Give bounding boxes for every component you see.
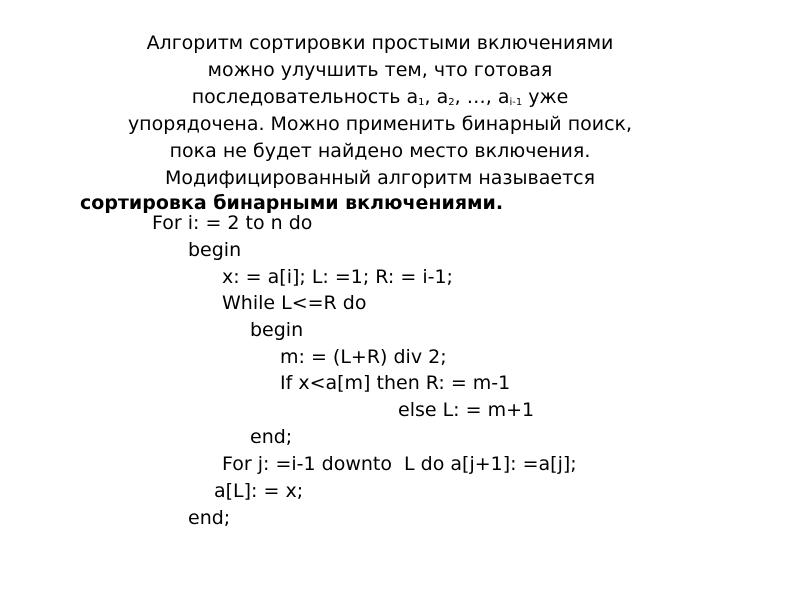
- intro-line-5: пока не будет найдено место включения.: [169, 140, 591, 162]
- code-line-begin-outer: begin: [188, 239, 242, 261]
- code-line-insert: a[L]: = x;: [214, 480, 304, 502]
- subscript-2: 2: [448, 97, 455, 108]
- intro-line-3-sep-1: , a: [424, 86, 449, 108]
- intro-line-3-suffix: уже: [522, 86, 569, 108]
- code-line-for-j: For j: =i-1 downto L do a[j+1]: =a[j];: [222, 453, 577, 475]
- intro-line-3-prefix: последовательность a: [191, 86, 419, 108]
- code-line-init: x: = a[i]; L: =1; R: = i-1;: [222, 266, 453, 288]
- code-line-end-inner: end;: [250, 426, 293, 448]
- code-line-while: While L<=R do: [222, 292, 367, 314]
- code-line-for-i: For i: = 2 to n do: [152, 212, 313, 234]
- subscript-1: 1: [418, 97, 425, 108]
- intro-line-3: [0, 84, 760, 111]
- intro-line-6: Модифицированный алгоритм называется: [164, 167, 596, 189]
- intro-line-3-sep-2: , …, a: [454, 86, 510, 108]
- bold-term: сортировка бинарными включениями.: [80, 192, 504, 214]
- code-line-else: else L: = m+1: [398, 399, 535, 421]
- code-line-mid: m: = (L+R) div 2;: [280, 346, 447, 368]
- intro-text: [0, 30, 760, 192]
- code-line-if: If x<a[m] then R: = m-1: [280, 372, 511, 394]
- intro-line-1: Алгоритм сортировки простыми включениями: [146, 32, 614, 54]
- subscript-i-minus-1: i-1: [509, 97, 523, 108]
- intro-line-4: упорядочена. Можно применить бинарный поиск,: [127, 113, 633, 135]
- intro-line-2: можно улучшить тем, что готовая: [207, 59, 553, 81]
- code-line-end-outer: end;: [188, 507, 231, 529]
- code-line-begin-inner: begin: [250, 319, 304, 341]
